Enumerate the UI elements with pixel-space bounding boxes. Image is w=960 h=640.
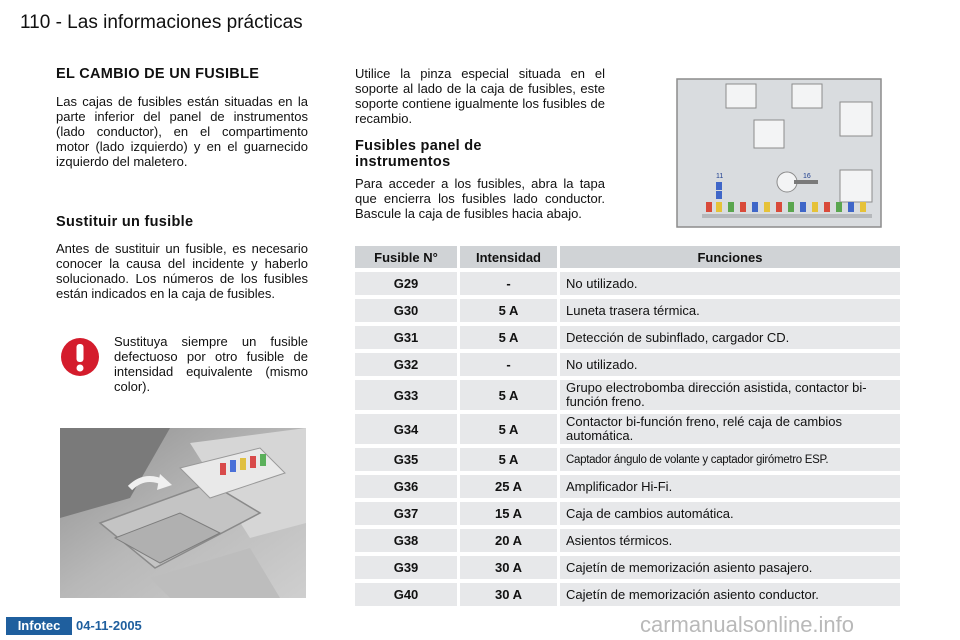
fuse-cell: G37 <box>355 502 457 525</box>
table-row <box>355 299 900 322</box>
amp-cell: 5 A <box>460 414 557 444</box>
fuse-cell: G32 <box>355 353 457 376</box>
amp-cell: 5 A <box>460 380 557 410</box>
fuse-cell: G30 <box>355 299 457 322</box>
amp-cell: 5 A <box>460 326 557 349</box>
function-cell: Captador ángulo de volante y captador girómetro ESP. <box>560 448 900 471</box>
header-functions: Funciones <box>560 246 900 268</box>
warning-icon <box>60 337 100 377</box>
fuse-cell: G36 <box>355 475 457 498</box>
intro-paragraph: Las cajas de fusibles están situadas en la parte inferior del panel de instrumentos (lado conductor), en el compartimento motor (lado izquierdo) y en el guarnecido izquierdo del maletero. <box>56 94 308 169</box>
dashboard-fuses-subtitle <box>355 138 482 170</box>
function-cell: No utilizado. <box>560 353 900 376</box>
amp-cell: 15 A <box>460 502 557 525</box>
table-row <box>355 583 900 606</box>
warning-text: Sustituya siempre un fusible defectuoso por otro fusible de intensidad equivalente (mismo color). <box>114 334 308 394</box>
amp-cell: - <box>460 353 557 376</box>
function-cell: Cajetín de memorización asiento conductor. <box>560 583 900 606</box>
access-paragraph: Para acceder a los fusibles, abra la tapa que encierra los fusibles lado conductor. Bascule la caja de fusibles hacia abajo. <box>355 176 605 221</box>
fuse-cell: G33 <box>355 380 457 410</box>
function-cell: Caja de cambios automática. <box>560 502 900 525</box>
fusebox-label-top: 11 <box>716 173 724 180</box>
table-row <box>355 326 900 349</box>
amp-cell: - <box>460 272 557 295</box>
page-header <box>20 12 303 34</box>
amp-cell: 5 A <box>460 299 557 322</box>
footer-date: 04-11-2005 <box>76 618 142 633</box>
amp-cell: 5 A <box>460 448 557 471</box>
fuse-cell: G29 <box>355 272 457 295</box>
fuse-cell: G39 <box>355 556 457 579</box>
table-row <box>355 380 900 410</box>
dashboard-fuses-subtitle-line2: instrumentos <box>355 154 451 170</box>
fuse-cell: G40 <box>355 583 457 606</box>
fuse-table-header-row <box>355 246 900 268</box>
section-title: EL CAMBIO DE UN FUSIBLE <box>56 66 260 82</box>
page-number: 110 <box>20 12 51 33</box>
table-row <box>355 475 900 498</box>
fuse-cell: G38 <box>355 529 457 552</box>
function-cell: Amplificador Hi-Fi. <box>560 475 900 498</box>
fuse-cell: G34 <box>355 414 457 444</box>
table-row <box>355 414 900 444</box>
fusebox-diagram <box>676 78 882 228</box>
tool-paragraph: Utilice la pinza especial situada en el soporte al lado de la caja de fusibles, este soporte contiene igualmente los fusibles de recambio. <box>355 66 605 126</box>
table-row <box>355 353 900 376</box>
header-intensity: Intensidad <box>460 246 557 268</box>
amp-cell: 25 A <box>460 475 557 498</box>
table-row <box>355 556 900 579</box>
header-fuse-number: Fusible N° <box>355 246 457 268</box>
fuse-cell: G35 <box>355 448 457 471</box>
amp-cell: 30 A <box>460 583 557 606</box>
amp-cell: 30 A <box>460 556 557 579</box>
function-cell: Contactor bi-función freno, relé caja de cambios automática. <box>560 414 900 444</box>
table-row <box>355 272 900 295</box>
function-cell: Cajetín de memorización asiento pasajero. <box>560 556 900 579</box>
infotec-logo: Infotec <box>6 617 72 635</box>
replace-fuse-subtitle: Sustituir un fusible <box>56 214 194 230</box>
function-cell: Grupo electrobomba dirección asistida, contactor bi-función freno. <box>560 380 900 410</box>
table-row <box>355 529 900 552</box>
dashboard-fuses-subtitle-line1: Fusibles panel de <box>355 138 482 154</box>
amp-cell: 20 A <box>460 529 557 552</box>
before-replacing-paragraph: Antes de sustituir un fusible, es necesario conocer la causa del incidente y haberlo solucionado. Los números de los fusibles están indicados en la caja de fusibles. <box>56 241 308 301</box>
table-row <box>355 502 900 525</box>
fuse-table <box>352 242 903 610</box>
function-cell: Luneta trasera térmica. <box>560 299 900 322</box>
fuse-cell: G31 <box>355 326 457 349</box>
function-cell: Detección de subinflado, cargador CD. <box>560 326 900 349</box>
fusebox-label-right: 16 <box>803 173 811 180</box>
fusebox-location-photo <box>60 428 306 598</box>
watermark: carmanualsonline.info <box>640 612 855 637</box>
function-cell: No utilizado. <box>560 272 900 295</box>
page-section-title: - Las informaciones prácticas <box>50 12 303 33</box>
function-cell: Asientos térmicos. <box>560 529 900 552</box>
table-row <box>355 448 900 471</box>
